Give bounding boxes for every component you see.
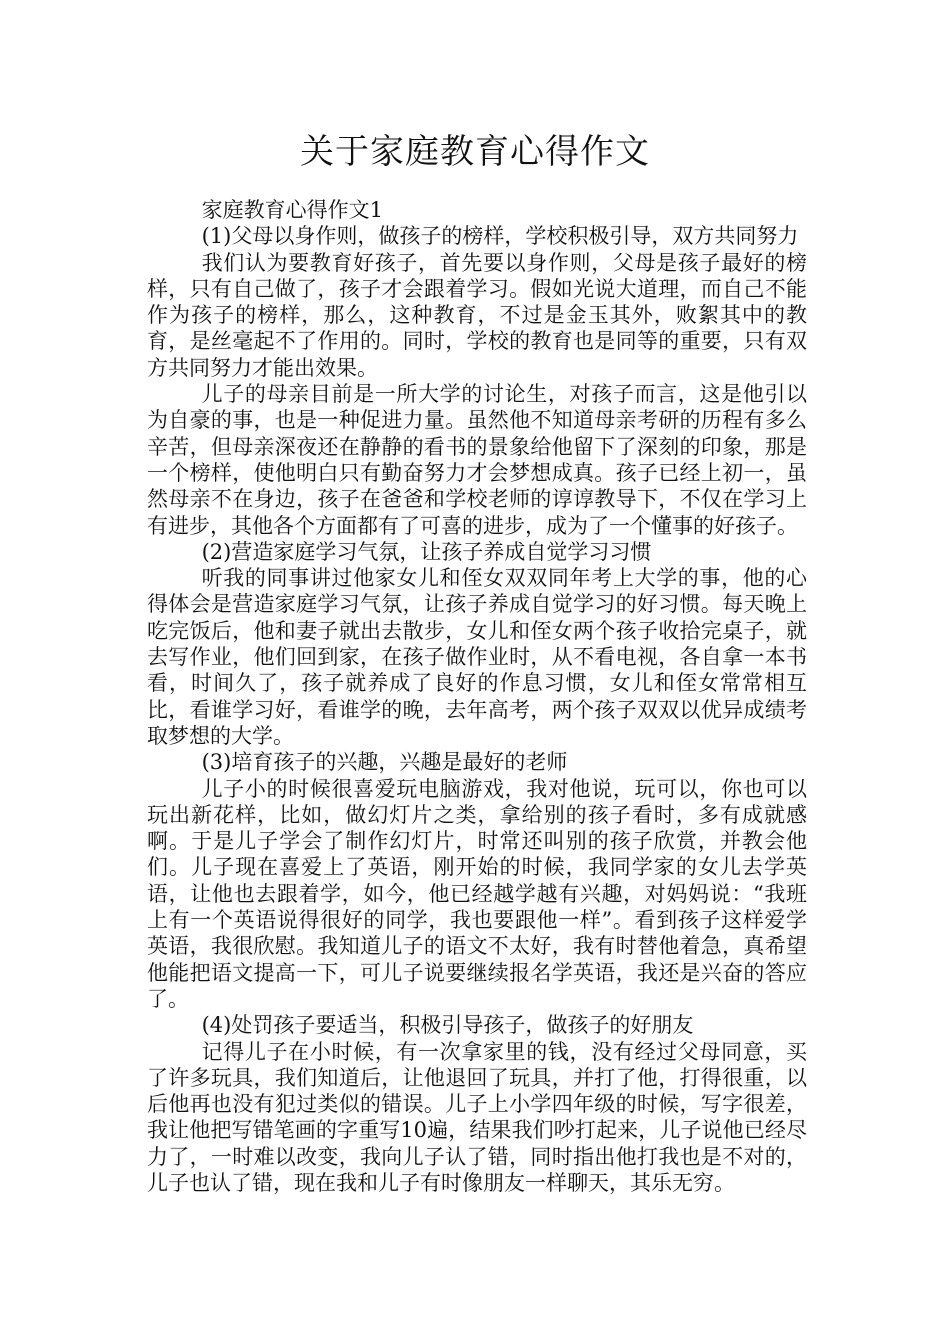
- paragraph: 听我的同事讲过他家女儿和侄女双双同年考上大学的事，他的心得体会是营造家庭学习气氛，让孩子养成自觉学习的好习惯。每天晚上吃完饭后，他和妻子就出去散步，女儿和侄女两个孩子收拾完桌子，就去写作业，他们回到家，在孩子做作业时，从不看电视，各自拿一本书看，时间久了，孩子就养成了良好的作息习惯，女儿和侄女常常相互比，看谁学习好，看谁学的晚，去年高考，两个孩子双双以优异成绩考取梦想的大学。: [147, 566, 807, 748]
- paragraph: 儿子小的时候很喜爱玩电脑游戏，我对他说，玩可以，你也可以玩出新花样，比如，做幻灯片之类，拿给别的孩子看时，多有成就感啊。于是儿子学会了制作幻灯片，时常还叫别的孩子欣赏，并教会他们。儿子现在喜爱上了英语，刚开始的时候，我同学家的女儿去学英语，让他也去跟着学，如今，他已经越学越有兴趣，对妈妈说：“我班上有一个英语说得很好的同学，我也要跟他一样”。看到孩子这样爱学英语，我很欣慰。我知道儿子的语文不太好，我有时替他着急，真希望他能把语文提高一下，可儿子说要继续报名学英语，我还是兴奋的答应了。: [147, 776, 807, 1011]
- subheading: (2)营造家庭学习气氛，让孩子养成自觉学习习惯: [201, 539, 652, 564]
- subheading: (4)处罚孩子要适当，积极引导孩子，做孩子的好朋友: [201, 1013, 694, 1038]
- paragraph: 记得儿子在小时候，有一次拿家里的钱，没有经过父母同意，买了许多玩具，我们知道后，让他退回了玩具，并打了他，打得很重，以后他再也没有犯过类似的错误。儿子上小学四年级的时候，写字很差，我让他把写错笔画的字重写10遍，结果我们吵打起来，儿子说他已经尽力了，一时难以改变，我向儿子认了错，同时指出他打我也是不对的，儿子也认了错，现在我和儿子有时像朋友一样聊天，其乐无穷。: [147, 1039, 807, 1195]
- document-title: 关于家庭教育心得作文: [300, 132, 650, 172]
- subheading: (1)父母以身作则，做孩子的榜样，学校积极引导，双方共同努力: [201, 224, 799, 249]
- paragraph: 我们认为要教育好孩子，首先要以身作则，父母是孩子最好的榜样，只有自己做了，孩子才会跟着学习。假如光说大道理，而自己不能作为孩子的榜样，那么，这种教育，不过是金玉其外，败絮其中的教育，是丝毫起不了作用的。同时，学校的教育也是同等的重要，只有双方共同努力才能出效果。: [147, 250, 807, 380]
- paragraph: 儿子的母亲目前是一所大学的讨论生，对孩子而言，这是他引以为自豪的事，也是一种促进力量。虽然他不知道母亲考研的历程有多么辛苦，但母亲深夜还在静静的看书的景象给他留下了深刻的印象，那是一个榜样，使他明白只有勤奋努力才会梦想成真。孩子已经上初一，虽然母亲不在身边，孩子在爸爸和学校老师的谆谆教导下，不仅在学习上有进步，其他各个方面都有了可喜的进步，成为了一个懂事的好孩子。: [147, 382, 807, 538]
- document-body: [147, 197, 807, 1196]
- section-heading: 家庭教育心得作文1: [201, 198, 383, 222]
- subheading: (3)培育孩子的兴趣，兴趣是最好的老师: [201, 750, 568, 775]
